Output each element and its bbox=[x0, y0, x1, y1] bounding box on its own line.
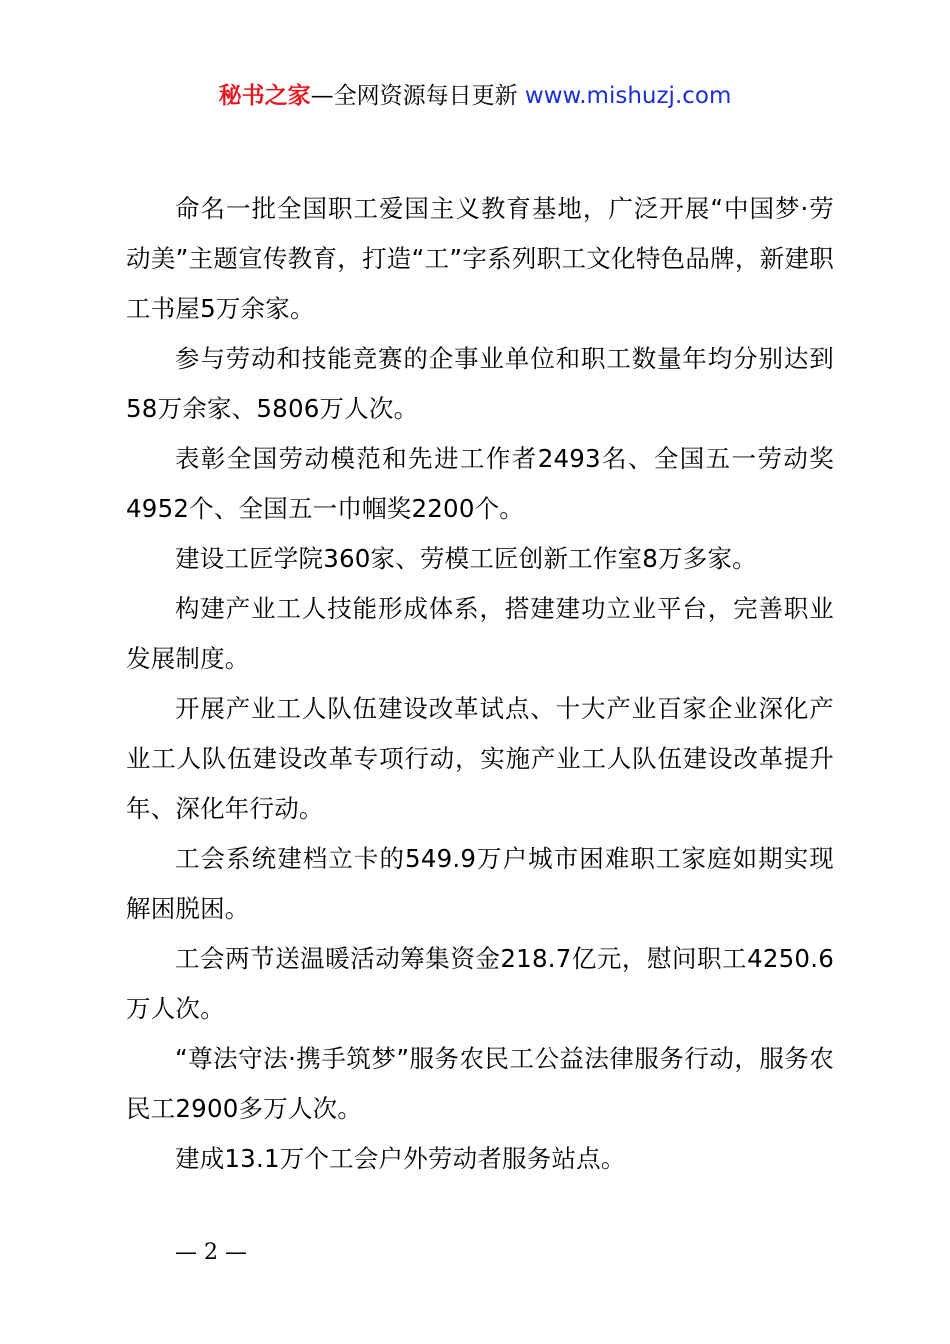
paragraph-warmth-campaign: 工会两节送温暖活动筹集资金218.7亿元，慰问职工4250.6万人次。 bbox=[126, 944, 834, 1023]
paragraph-skill-system: 构建产业工人技能形成体系，搭建建功立业平台，完善职业发展制度。 bbox=[126, 594, 834, 673]
header-tagline: —全网资源每日更新 bbox=[310, 83, 518, 109]
paragraph-craftsman-academies: 建设工匠学院360家、劳模工匠创新工作室8万多家。 bbox=[175, 544, 757, 573]
paragraph-workforce-reform: 开展产业工人队伍建设改革试点、十大产业百家企业深化产业工人队伍建设改革专项行动，实施产业工人队伍建设改革提升年、深化年行动。 bbox=[126, 694, 834, 823]
paragraph-legal-services: “尊法守法·携手筑梦”服务农民工公益法律服务行动，服务农民工2900多万人次。 bbox=[126, 1044, 834, 1123]
document-body bbox=[126, 184, 834, 1184]
site-header bbox=[0, 80, 950, 112]
paragraph-labor-awards: 表彰全国劳动模范和先进工作者2493名、全国五一劳动奖4952个、全国五一巾帼奖2200个。 bbox=[126, 444, 834, 523]
page-number: — 2 — bbox=[175, 1240, 247, 1265]
brand-name: 秘书之家 bbox=[218, 83, 311, 109]
paragraph-service-stations: 建成13.1万个工会户外劳动者服务站点。 bbox=[175, 1144, 626, 1173]
paragraph-poverty-relief: 工会系统建档立卡的549.9万户城市困难职工家庭如期实现解困脱困。 bbox=[126, 844, 834, 923]
paragraph-cultural-education: 命名一批全国职工爱国主义教育基地，广泛开展“中国梦·劳动美”主题宣传教育，打造“工”字系列职工文化特色品牌，新建职工书屋5万余家。 bbox=[126, 194, 834, 323]
site-url-link[interactable]: www.mishuzj.com bbox=[524, 83, 732, 109]
paragraph-skills-competition: 参与劳动和技能竞赛的企事业单位和职工数量年均分别达到58万余家、5806万人次。 bbox=[126, 344, 834, 423]
